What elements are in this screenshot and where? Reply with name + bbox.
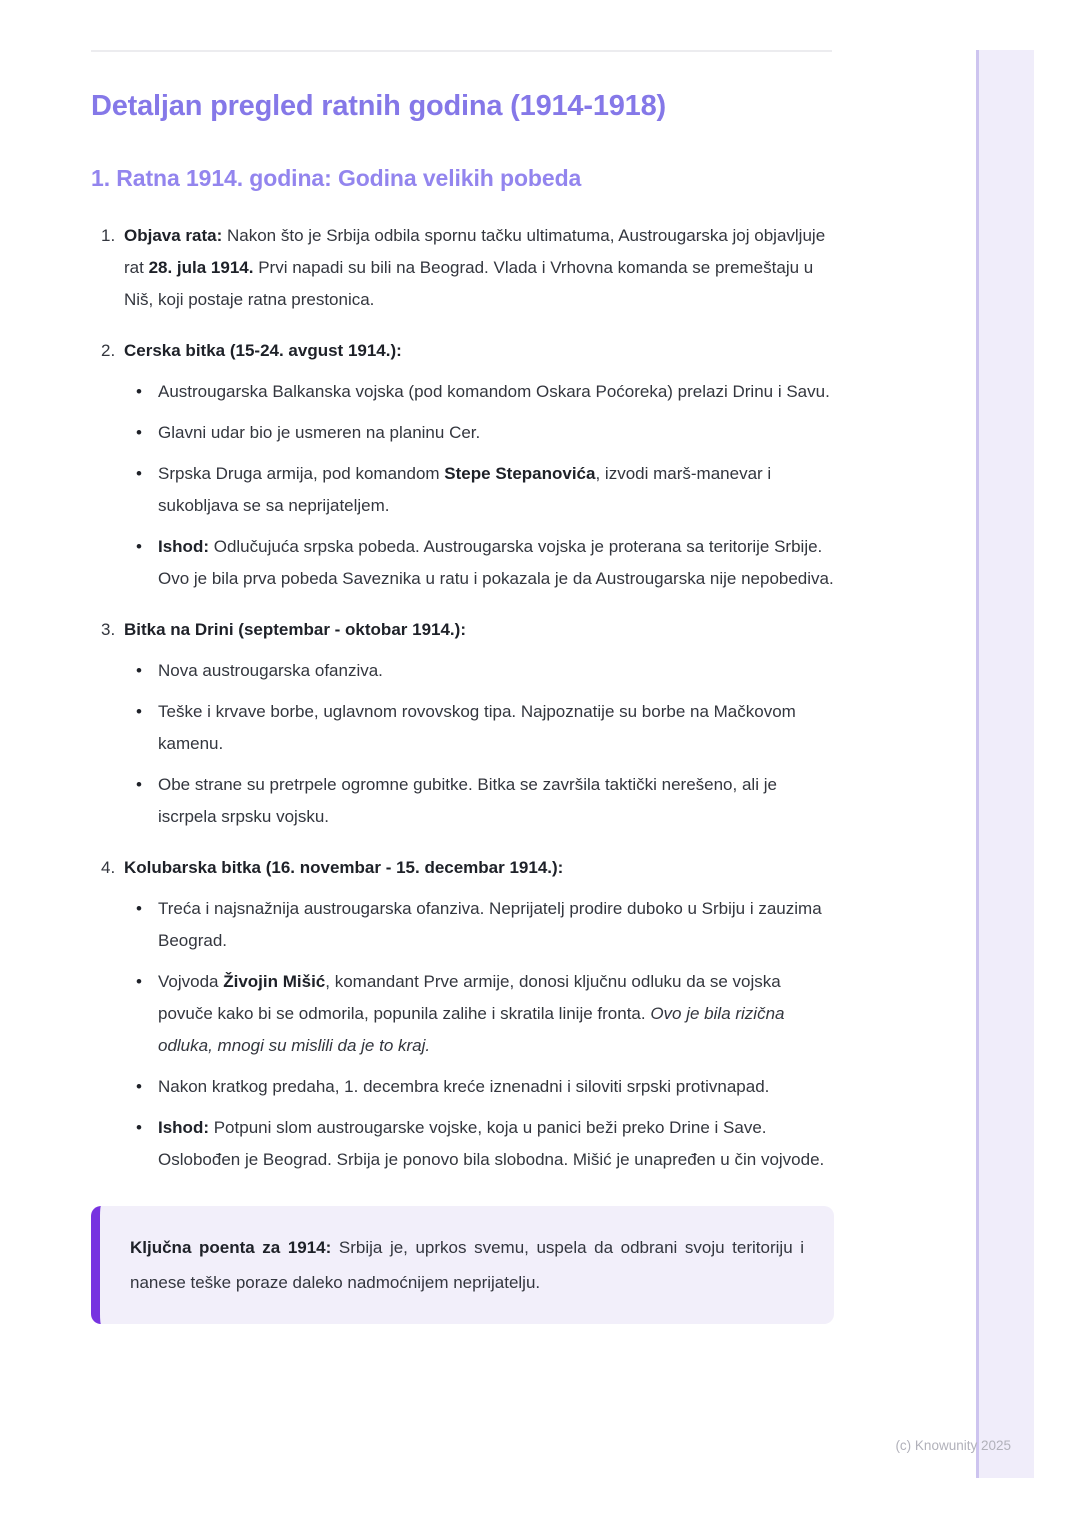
bullet-item	[124, 769, 834, 833]
page-title: Detaljan pregled ratnih godina (1914-1918)	[91, 90, 666, 122]
bullet-list	[124, 376, 834, 595]
item-heading: Objava rata: Nakon što je Srbija odbila spornu tačku ultimatuma, Austrougarska joj objavljuje rat 28. jula 1914. Prvi napadi su bili na Beograd. Vlada i Vrhovna komanda se premeštaju u Niš, koji postaje ratna prestonica.	[124, 226, 826, 309]
bullet-text: Obe strane su pretrpele ogromne gubitke. Bitka se završila taktički nerešeno, ali je iscrpela srpsku vojsku.	[158, 775, 777, 826]
bullet-item	[124, 696, 834, 760]
list-item	[91, 614, 834, 833]
bullet-item	[124, 531, 834, 595]
bullet-item	[124, 458, 834, 522]
item-heading: Kolubarska bitka (16. novembar - 15. decembar 1914.):	[124, 858, 564, 877]
bullet-text: Teške i krvave borbe, uglavnom rovovskog tipa. Najpoznatije su borbe na Mačkovom kamenu.	[158, 702, 796, 753]
item-number: 4.	[101, 858, 116, 877]
bullet-item	[124, 655, 834, 687]
item-number: 2.	[101, 341, 116, 360]
bullet-item	[124, 376, 834, 408]
list-item	[91, 852, 834, 1176]
bullet-item	[124, 417, 834, 449]
bullet-list	[124, 655, 834, 833]
bullet-icon: •	[136, 899, 142, 918]
bullet-icon: •	[136, 702, 142, 721]
section-subtitle: 1. Ratna 1914. godina: Godina velikih pobeda	[91, 165, 582, 191]
bullet-text: Austrougarska Balkanska vojska (pod komandom Oskara Poćoreka) prelazi Drinu i Savu.	[158, 382, 830, 401]
bullet-icon: •	[136, 1077, 142, 1096]
bullet-text: Nova austrougarska ofanziva.	[158, 661, 383, 680]
item-number: 1.	[101, 226, 116, 245]
bullet-icon: •	[136, 464, 142, 483]
bullet-icon: •	[136, 775, 142, 794]
bullet-item	[124, 1112, 834, 1176]
next-page-edge	[976, 50, 1034, 1478]
bullet-text: Srpska Druga armija, pod komandom Stepe Stepanovića, izvodi marš-manevar i sukobljava se sa neprijateljem.	[158, 464, 772, 515]
item-heading: Cerska bitka (15-24. avgust 1914.):	[124, 341, 402, 360]
bullet-list	[124, 893, 834, 1176]
copyright-watermark: (c) Knowunity 2025	[895, 1438, 1011, 1453]
list-item	[91, 220, 834, 316]
item-heading: Bitka na Drini (septembar - oktobar 1914.):	[124, 620, 466, 639]
bullet-icon: •	[136, 537, 142, 556]
bullet-text: Treća i najsnažnija austrougarska ofanziva. Neprijatelj prodire duboko u Srbiju i zauzima Beograd.	[158, 899, 822, 950]
bullet-icon: •	[136, 1118, 142, 1137]
top-divider	[91, 50, 832, 52]
callout-text: Ključna poenta za 1914: Srbija je, uprkos svemu, uspela da odbrani svoju teritoriju i nanese teške poraze daleko nadmoćnijem neprijatelju.	[130, 1238, 805, 1292]
war-years-list	[91, 220, 834, 1176]
bullet-icon: •	[136, 382, 142, 401]
bullet-item	[124, 893, 834, 957]
bullet-text: Nakon kratkog predaha, 1. decembra kreće iznenadni i siloviti srpski protivnapad.	[158, 1077, 770, 1096]
bullet-icon: •	[136, 972, 142, 991]
bullet-item	[124, 1071, 834, 1103]
bullet-text: Vojvoda Živojin Mišić, komandant Prve armije, donosi ključnu odluku da se vojska povuče kako bi se odmorila, popunila zalihe i skratila linije fronta. Ovo je bila rizična odluka, mnogi su mislili da je to kraj.	[158, 972, 785, 1055]
item-number: 3.	[101, 620, 116, 639]
bullet-text: Ishod: Potpuni slom austrougarske vojske, koja u panici beži preko Drine i Save. Oslobođen je Beograd. Srbija je ponovo bila slobodna. Mišić je unapređen u čin vojvode.	[158, 1118, 825, 1169]
key-point-callout	[91, 1206, 834, 1324]
bullet-icon: •	[136, 661, 142, 680]
bullet-item	[124, 966, 834, 1062]
bullet-icon: •	[136, 423, 142, 442]
bullet-text: Ishod: Odlučujuća srpska pobeda. Austrougarska vojska je proterana sa teritorije Srbije. Ovo je bila prva pobeda Saveznika u ratu i pokazala je da Austrougarska nije nepobediva.	[158, 537, 834, 588]
bullet-text: Glavni udar bio je usmeren na planinu Cer.	[158, 423, 481, 442]
list-item	[91, 335, 834, 595]
